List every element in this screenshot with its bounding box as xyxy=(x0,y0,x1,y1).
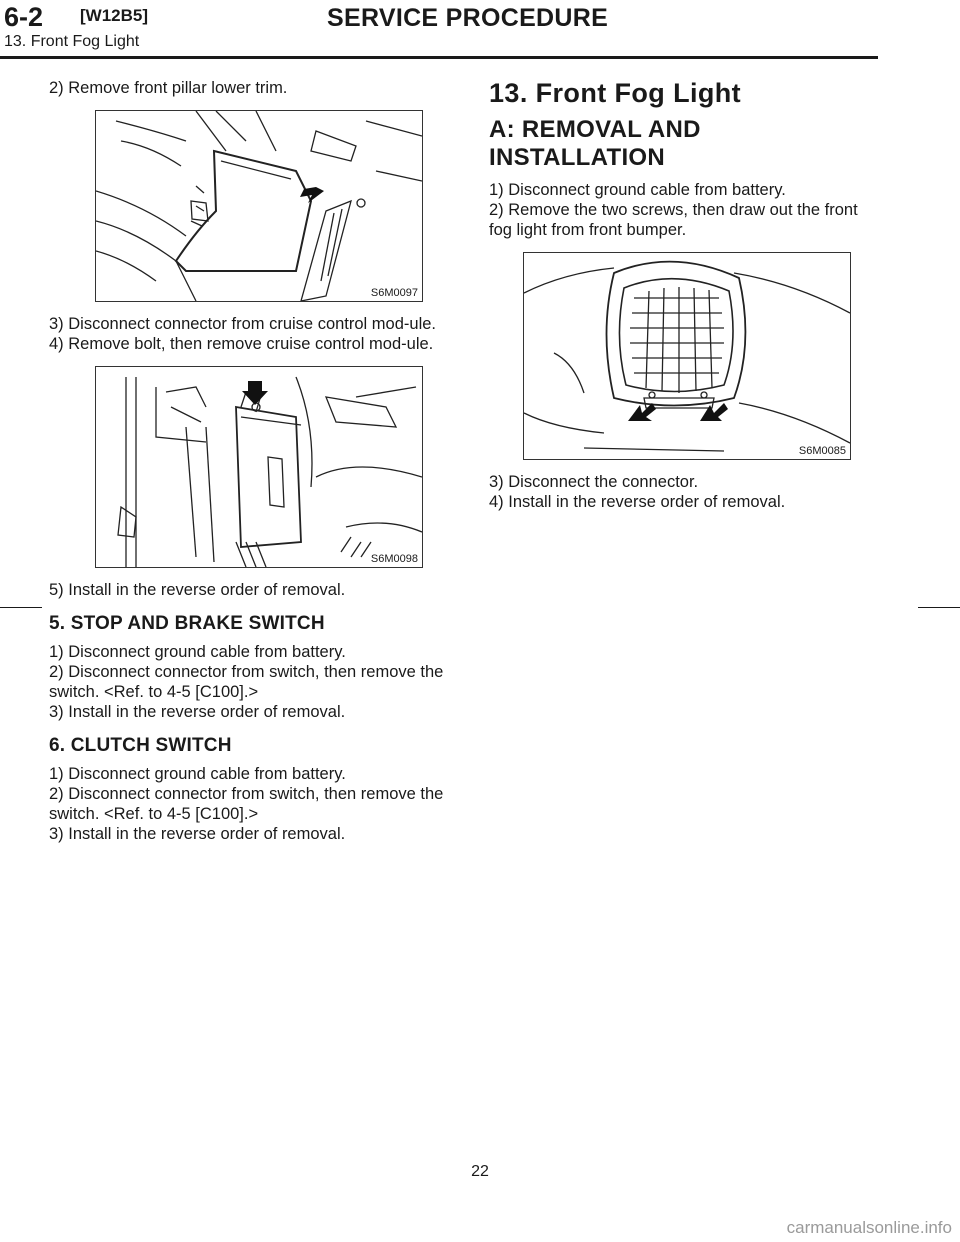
stop-brake-step-1: 1) Disconnect ground cable from battery. xyxy=(49,643,346,661)
pointer-arrow-icon xyxy=(628,403,656,421)
right-column xyxy=(489,78,879,512)
clutch-step-2: 2) Disconnect connector from switch, then remove the switch. <Ref. to 4-5 [C100].> xyxy=(49,785,444,823)
page-number: 22 xyxy=(471,1163,489,1180)
left-column xyxy=(49,78,447,844)
page-subtitle: 13. Front Fog Light xyxy=(4,33,140,50)
pointer-arrow-icon xyxy=(300,187,324,203)
fog-step-4: 4) Install in the reverse order of removal. xyxy=(489,493,786,511)
pointer-arrow-icon xyxy=(700,403,728,421)
watermark: carmanualsonline.info xyxy=(786,1218,952,1237)
cruise-step-5: 5) Install in the reverse order of removal. xyxy=(49,581,346,599)
section-heading: 13. Front Fog Light xyxy=(489,78,742,108)
stop-brake-step-2: 2) Disconnect connector from switch, then remove the switch. <Ref. to 4-5 [C100].> xyxy=(49,663,444,701)
crop-mark-left xyxy=(0,607,42,608)
stop-brake-step-3: 3) Install in the reverse order of removal. xyxy=(49,703,346,721)
section-number: 6-2 xyxy=(4,2,44,32)
pillar-step-2: 2) Remove front pillar lower trim. xyxy=(49,79,288,97)
figure-caption: S6M0085 xyxy=(798,445,846,457)
clutch-heading: 6. CLUTCH SWITCH xyxy=(49,735,232,756)
fog-light-illustration xyxy=(524,253,850,459)
clutch-step-3: 3) Install in the reverse order of removal. xyxy=(49,825,346,843)
clutch-step-1: 1) Disconnect ground cable from battery. xyxy=(49,765,346,783)
pillar-trim-illustration xyxy=(96,111,422,301)
figure-caption: S6M0098 xyxy=(370,553,418,565)
fog-step-1: 1) Disconnect ground cable from battery. xyxy=(489,181,786,199)
figure-caption: S6M0097 xyxy=(370,287,418,299)
model-code: [W12B5] xyxy=(80,6,149,25)
page-title: SERVICE PROCEDURE xyxy=(327,4,609,32)
fog-step-3: 3) Disconnect the connector. xyxy=(489,473,699,491)
crop-mark-right xyxy=(918,607,960,608)
cruise-step-4: 4) Remove bolt, then remove cruise control mod-ule. xyxy=(49,335,434,353)
figure-cruise-module xyxy=(95,366,423,568)
header-rule xyxy=(0,56,878,59)
cruise-step-3: 3) Disconnect connector from cruise control mod-ule. xyxy=(49,315,436,333)
pointer-arrow-icon xyxy=(242,381,268,405)
stop-brake-heading: 5. STOP AND BRAKE SWITCH xyxy=(49,613,325,634)
subsection-heading: A: REMOVAL AND INSTALLATION xyxy=(489,116,701,171)
figure-fog-light xyxy=(523,252,851,460)
fog-step-2: 2) Remove the two screws, then draw out the front fog light from front bumper. xyxy=(489,201,858,239)
cruise-module-illustration xyxy=(96,367,422,567)
figure-pillar-trim xyxy=(95,110,423,302)
